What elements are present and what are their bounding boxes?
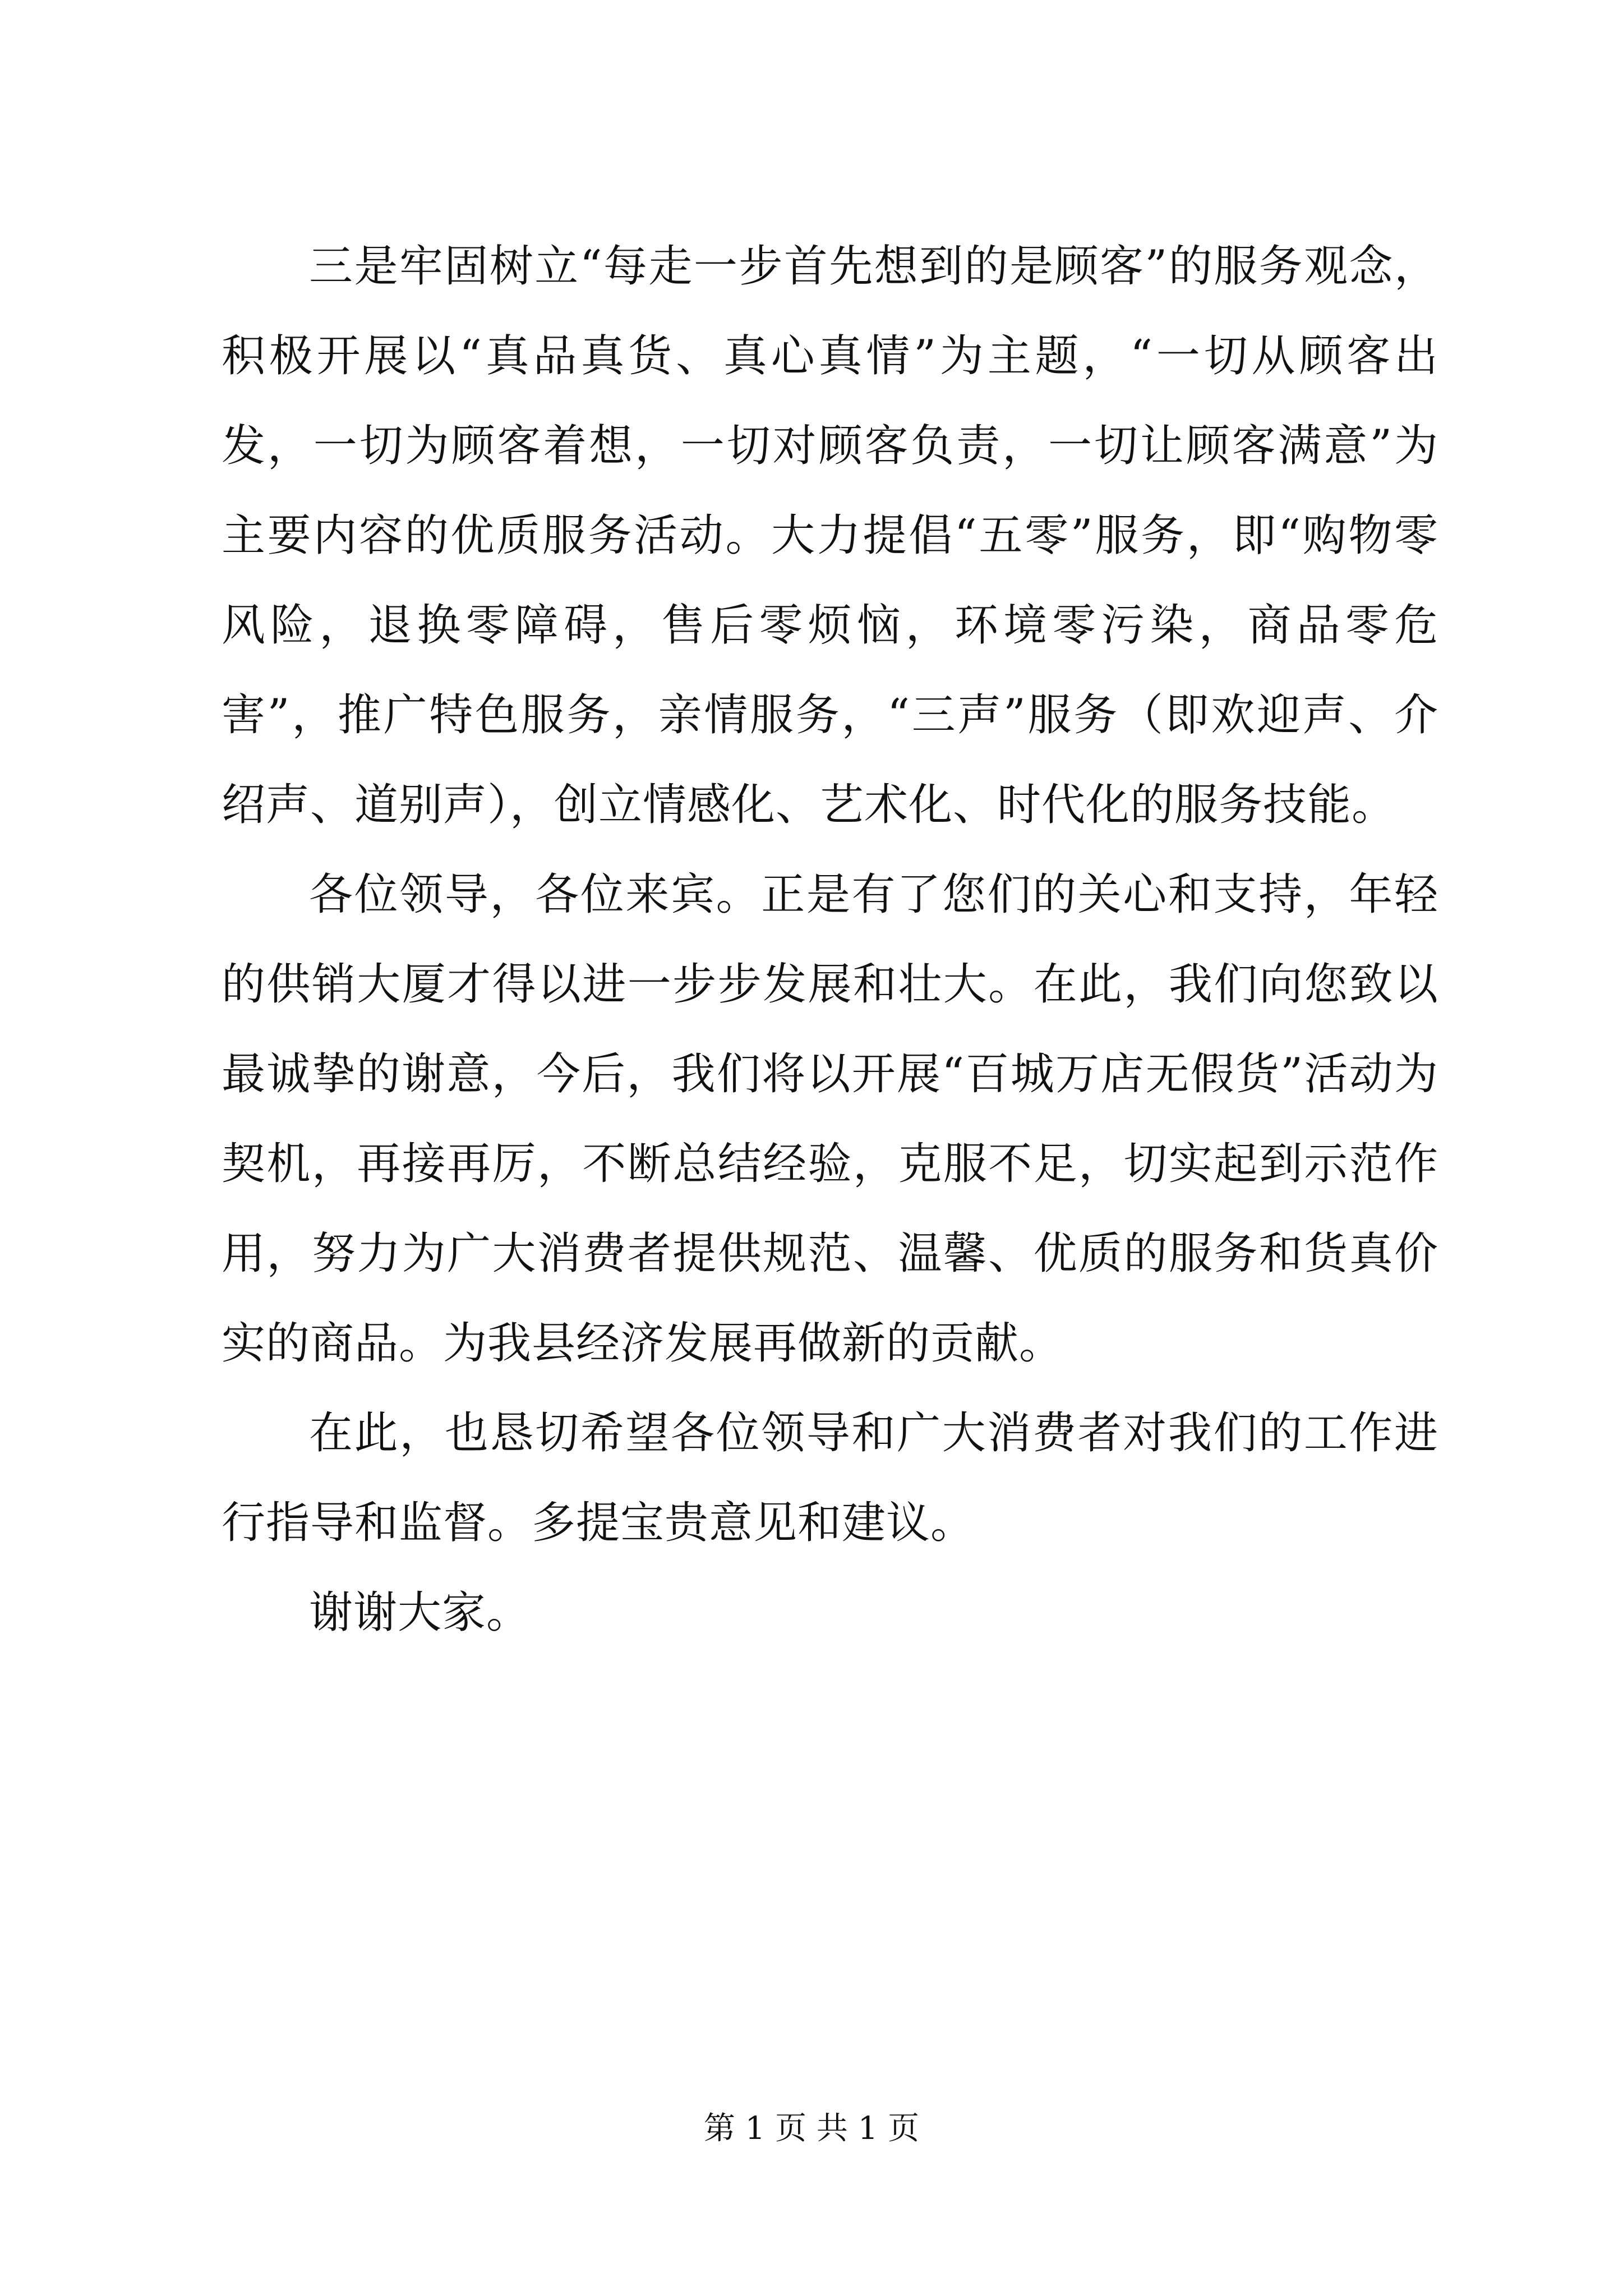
paragraph-request-guidance: 在此，也恳切希望各位领导和广大消费者对我们的工作进行指导和监督。多提宝贵意见和建议。 — [222, 1408, 1438, 1548]
page-footer: 第 1 页 共 1 页 — [703, 2110, 920, 2147]
document-body — [222, 222, 1438, 1658]
paragraph-closing: 谢谢大家。 — [309, 1588, 531, 1638]
paragraph-service-concept: 三是牢固树立“每走一步首先想到的是顾客”的服务观念，积极开展以“真品真货、真心真情”为主题，“一切从顾客出发，一切为顾客着想，一切对顾客负责，一切让顾客满意”为主要内容的优质服务活动。大力提倡“五零”服务，即“购物零风险，退换零障碍，售后零烦恼，环境零污染，商品零危害”，推广特色服务，亲情服务，“三声”服务（即欢迎声、介绍声、道别声），创立情感化、艺术化、时代化的服务技能。 — [222, 241, 1438, 830]
paragraph-thanks-guests: 各位领导，各位来宾。正是有了您们的关心和支持，年轻的供销大厦才得以进一步步发展和壮大。在此，我们向您致以最诚挚的谢意，今后，我们将以开展“百城万店无假货”活动为契机，再接再厉，不断总结经验，克服不足，切实起到示范作用，努力为广大消费者提供规范、温馨、优质的服务和货真价实的商品。为我县经济发展再做新的贡献。 — [222, 869, 1438, 1369]
